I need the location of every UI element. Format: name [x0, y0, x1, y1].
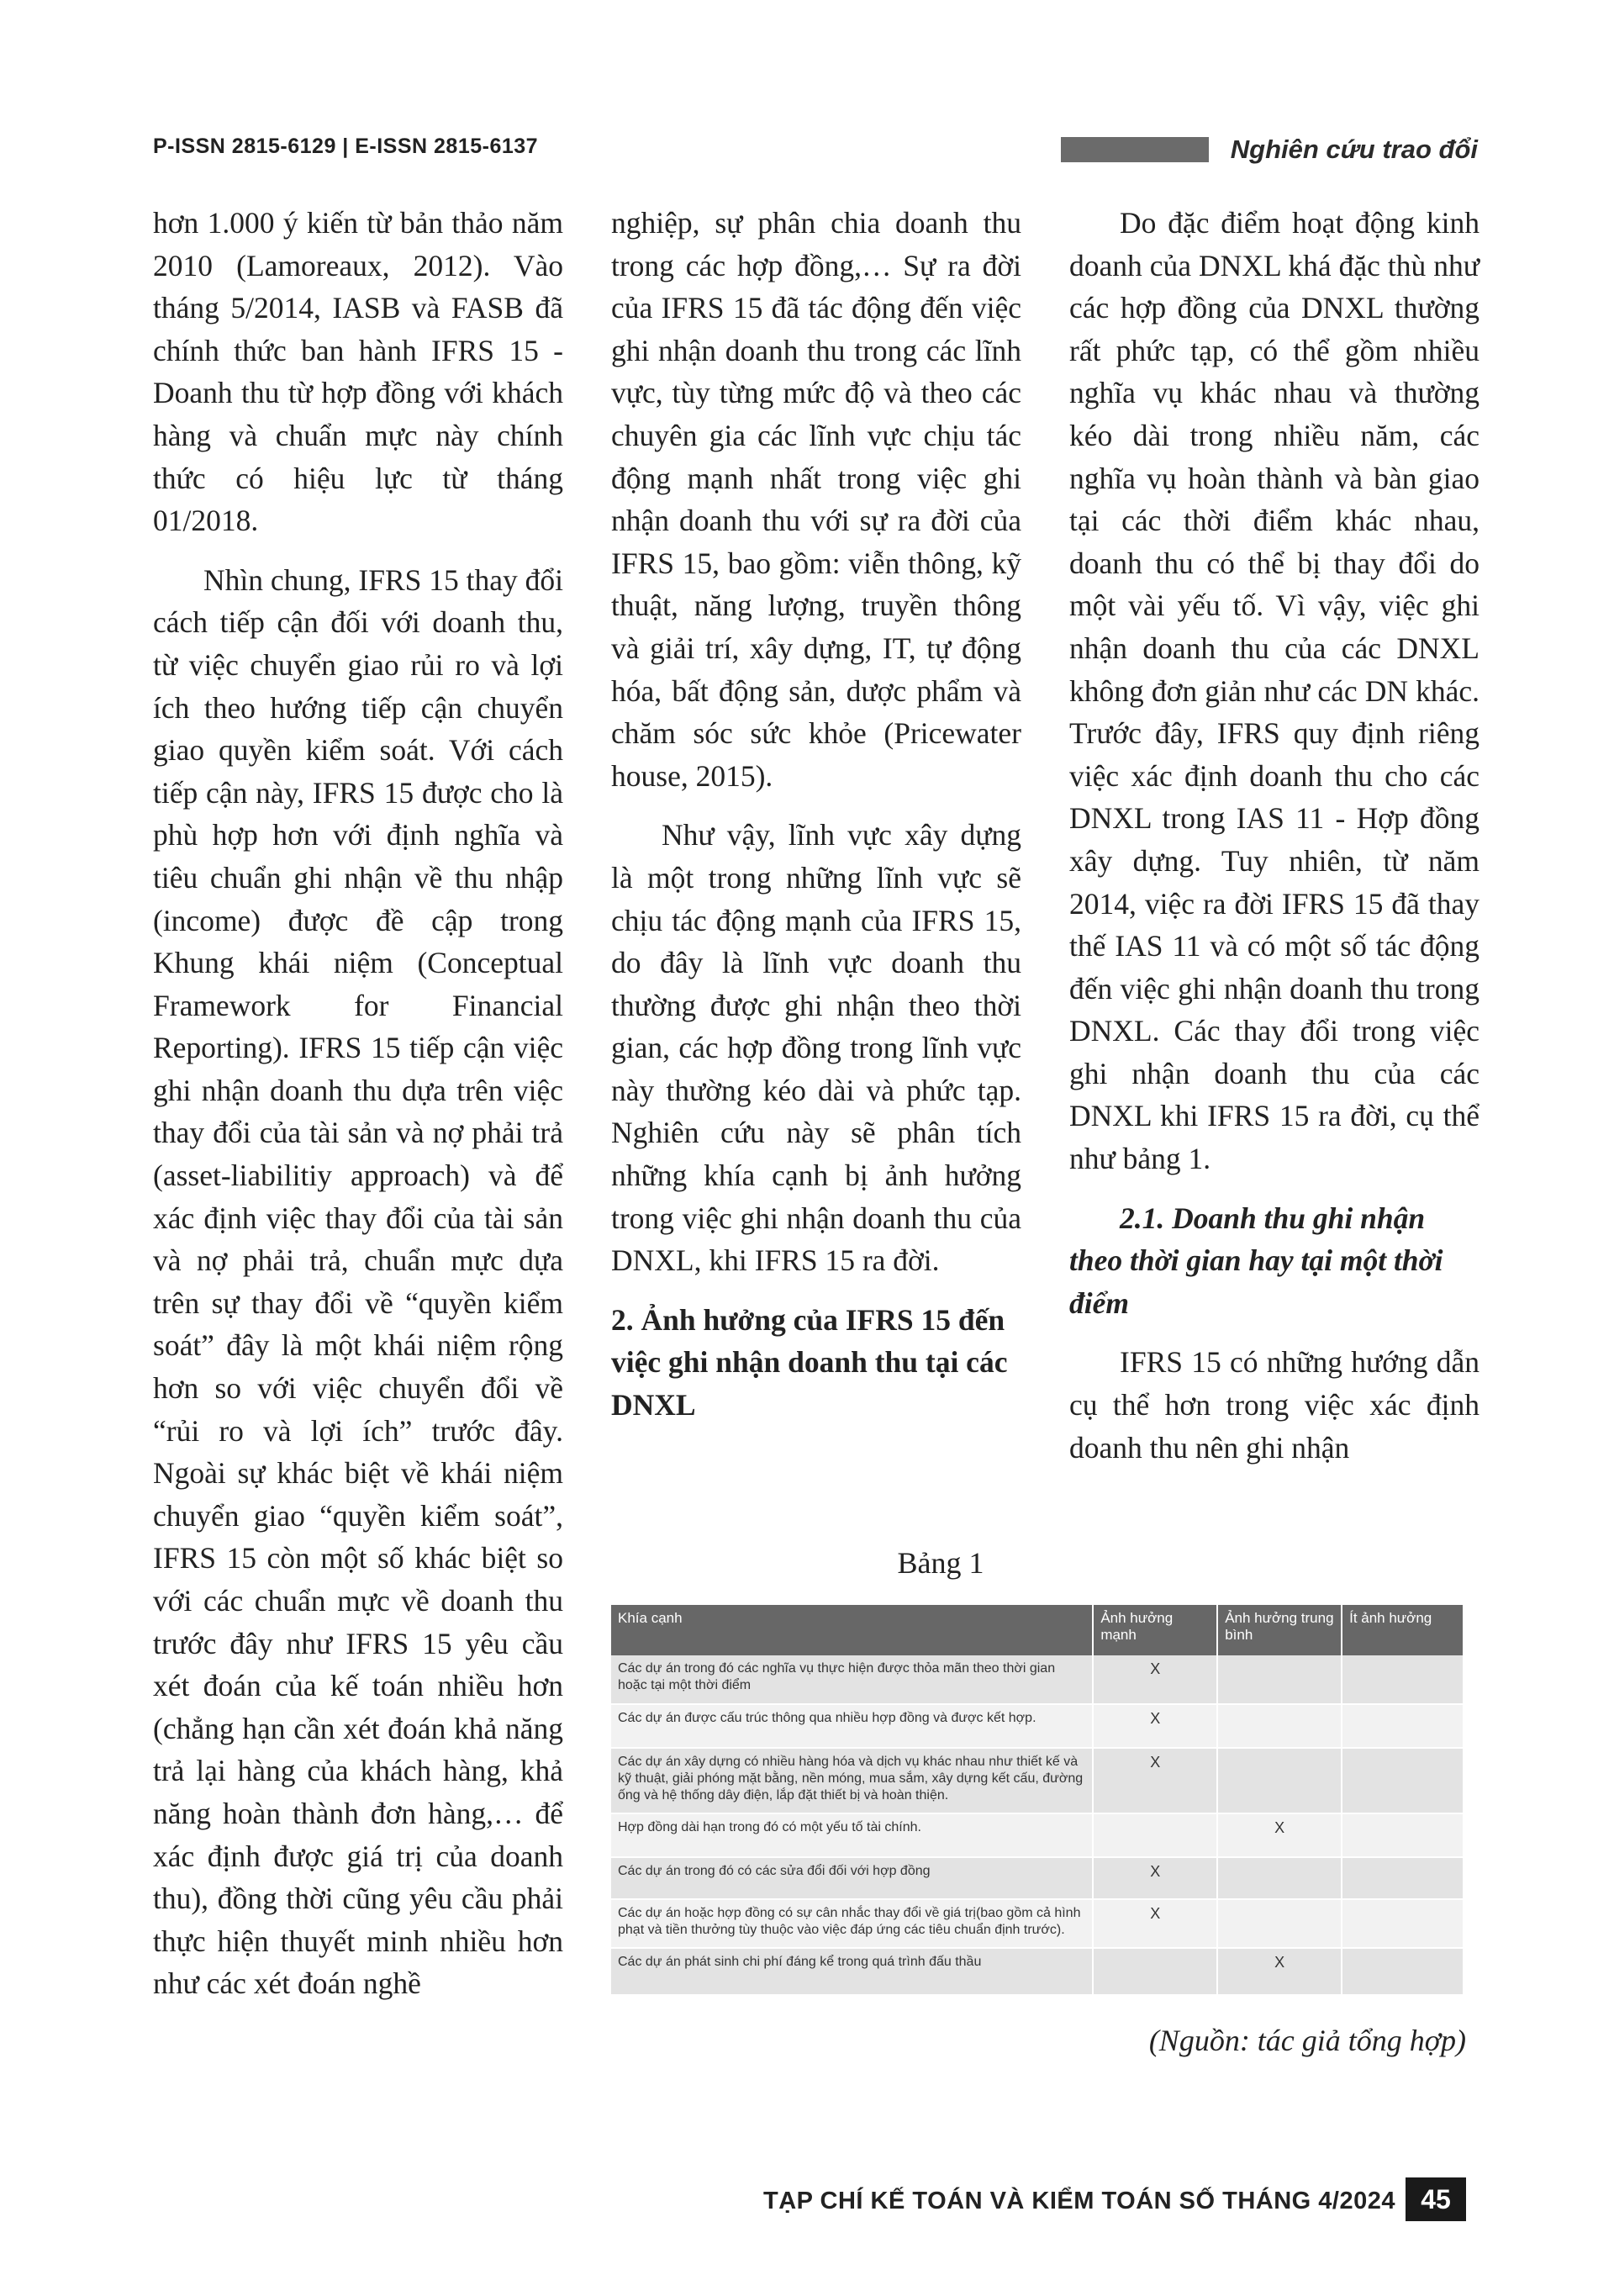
section-bar — [1061, 137, 1209, 162]
impact-table — [611, 1605, 1464, 1996]
table-caption: Bảng 1 — [897, 1546, 984, 1580]
table-cell: Các dự án xây dựng có nhiều hàng hóa và dịch vụ khác nhau như thiết kế và kỹ thuật, giải phóng mặt bằng, nền móng, mua sắm, xây dựng kết cấu, đường ống và hệ thống dây điện, lắp đặt thiết bị và hoàn thiện. — [611, 1748, 1093, 1813]
table-cell: X — [1093, 1748, 1217, 1813]
table-cell: Các dự án hoặc hợp đồng có sự cân nhắc thay đổi về giá trị(bao gồm cả hình phạt và tiền thưởng tùy thuộc vào việc đáp ứng các tiêu chuẩn định trước). — [611, 1899, 1093, 1948]
column-1 — [153, 202, 563, 2022]
table-cell — [1342, 1899, 1464, 1948]
table-cell: Hợp đồng dài hạn trong đó có một yếu tố tài chính. — [611, 1813, 1093, 1857]
table-cell — [1217, 1655, 1342, 1704]
table-cell — [1217, 1704, 1342, 1748]
paragraph: nghiệp, sự phân chia doanh thu trong các hợp đồng,… Sự ra đời của IFRS 15 đã tác động đến việc ghi nhận doanh thu trong các lĩnh vực, tùy từng mức độ và theo các chuyên gia các lĩnh vực chịu tác động mạnh nhất trong việc ghi nhận doanh thu với sự ra đời của IFRS 15, bao gồm: viễn thông, kỹ thuật, năng lượng, truyền thông và giải trí, xây dựng, IT, tự động hóa, bất động sản, dược phẩm và chăm sóc sức khỏe (Pricewater house, 2015). — [611, 206, 1021, 793]
table-header: Ảnh hưởng mạnh — [1093, 1605, 1217, 1655]
table-header: Ít ảnh hưởng — [1342, 1605, 1464, 1655]
page-number: 45 — [1406, 2177, 1466, 2221]
table-cell: X — [1093, 1655, 1217, 1704]
table-cell: X — [1093, 1704, 1217, 1748]
section-title: Nghiên cứu trao đổi — [1230, 135, 1478, 164]
table-cell: X — [1217, 1813, 1342, 1857]
table-cell — [1217, 1857, 1342, 1899]
column-2 — [611, 202, 1021, 1444]
table-header: Khía cạnh — [611, 1605, 1093, 1655]
table-cell — [1217, 1899, 1342, 1948]
table-row — [611, 1857, 1464, 1899]
table-cell: Các dự án phát sinh chi phí đáng kể trong quá trình đấu thầu — [611, 1948, 1093, 1995]
journal-footer: TẠP CHÍ KẾ TOÁN VÀ KIỂM TOÁN SỐ THÁNG 4/2024 — [763, 2188, 1395, 2214]
table-cell: Các dự án trong đó các nghĩa vụ thực hiện được thỏa mãn theo thời gian hoặc tại một thời điểm — [611, 1655, 1093, 1704]
paragraph: IFRS 15 có những hướng dẫn cụ thể hơn trong việc xác định doanh thu nên ghi nhận — [1069, 1345, 1480, 1465]
issn-header: P-ISSN 2815-6129 | E-ISSN 2815-6137 — [153, 135, 539, 158]
table-cell — [1342, 1704, 1464, 1748]
table-cell: X — [1093, 1899, 1217, 1948]
section-heading: 2. Ảnh hưởng của IFRS 15 đến việc ghi nhận doanh thu tại các DNXL — [611, 1302, 1008, 1422]
table-row — [611, 1655, 1464, 1704]
table-row — [611, 1813, 1464, 1857]
paragraph: Nhìn chung, IFRS 15 thay đổi cách tiếp cận đối với doanh thu, từ việc chuyển giao rủi ro và lợi ích theo hướng tiếp cận chuyển giao quyền kiểm soát. Với cách tiếp cận này, IFRS 15 được cho là phù hợp hơn với định nghĩa và tiêu chuẩn ghi nhận về thu nhập (income) được đề cập trong Khung khái niệm (Conceptual Framework for Financial Reporting). IFRS 15 tiếp cận việc ghi nhận doanh thu dựa trên việc thay đổi của tài sản và nợ phải trả (asset-liabilitiy approach) và để xác định việc thay đổi của tài sản và nợ phải trả, chuẩn mực dựa trên sự thay đổi về “quyền kiểm soát” đây là một khái niệm rộng hơn so với việc chuyển đổi về “rủi ro và lợi ích” trước đây. Ngoài sự khác biệt về khái niệm chuyển giao “quyền kiểm soát”, IFRS 15 còn một số khác biệt so với các chuẩn mực về doanh thu trước đây như IFRS 15 yêu cầu xét đoán của kế toán nhiều hơn (chẳng hạn cần xét đoán khả năng trả lại hàng của khách hàng, khả năng hoàn thành đơn hàng,… để xác định được giá trị của doanh thu), đồng thời cũng yêu cầu phải thực hiện thuyết minh nhiều hơn như các xét đoán nghề — [153, 562, 563, 2001]
table-cell — [1342, 1948, 1464, 1995]
table-cell — [1342, 1813, 1464, 1857]
paragraph: Như vậy, lĩnh vực xây dựng là một trong những lĩnh vực sẽ chịu tác động mạnh của IFRS 15, do đây là lĩnh vực doanh thu thường được ghi nhận theo thời gian, các hợp đồng trong lĩnh vực này thường kéo dài và phức tạp. Nghiên cứu này sẽ phân tích những khía cạnh bị ảnh hưởng trong việc ghi nhận doanh thu của DNXL, khi IFRS 15 ra đời. — [611, 818, 1021, 1278]
table-header: Ảnh hưởng trung bình — [1217, 1605, 1342, 1655]
table-cell — [1093, 1813, 1217, 1857]
table-cell: Các dự án được cấu trúc thông qua nhiều hợp đồng và được kết hợp. — [611, 1704, 1093, 1748]
column-3 — [1069, 202, 1480, 1486]
table-source: (Nguồn: tác giả tổng hợp) — [1148, 2024, 1466, 2057]
table-cell: Các dự án trong đó có các sửa đổi đối với hợp đồng — [611, 1857, 1093, 1899]
table-cell: X — [1093, 1857, 1217, 1899]
paragraph: hơn 1.000 ý kiến từ bản thảo năm 2010 (Lamoreaux, 2012). Vào tháng 5/2014, IASB và FASB đã chính thức ban hành IFRS 15 - Doanh thu từ hợp đồng với khách hàng và chuẩn mực này chính thức có hiệu lực từ tháng 01/2018. — [153, 206, 563, 538]
table-row — [611, 1704, 1464, 1748]
subsection-heading: 2.1. Doanh thu ghi nhận theo thời gian hay tại một thời điểm — [1069, 1201, 1443, 1320]
table-cell — [1093, 1948, 1217, 1995]
table-row — [611, 1748, 1464, 1813]
table-cell — [1342, 1655, 1464, 1704]
table-cell — [1342, 1748, 1464, 1813]
table-cell — [1217, 1748, 1342, 1813]
table-header-row — [611, 1605, 1464, 1655]
table-cell — [1342, 1857, 1464, 1899]
table-row — [611, 1899, 1464, 1948]
paragraph: Do đặc điểm hoạt động kinh doanh của DNXL khá đặc thù như các hợp đồng của DNXL thường rất phức tạp, có thể gồm nhiều nghĩa vụ khác nhau và thường kéo dài trong nhiều năm, các nghĩa vụ hoàn thành và bàn giao tại các thời điểm khác nhau, doanh thu có thể bị thay đổi do một vài yếu tố. Vì vậy, việc ghi nhận doanh thu của các DNXL không đơn giản như các DN khác. Trước đây, IFRS quy định riêng việc xác định doanh thu cho các DNXL trong IAS 11 - Hợp đồng xây dựng. Tuy nhiên, từ năm 2014, việc ra đời IFRS 15 đã thay thế IAS 11 và có một số tác động đến việc ghi nhận doanh thu trong DNXL. Các thay đổi trong việc ghi nhận doanh thu của các DNXL khi IFRS 15 ra đời, cụ thể như bảng 1. — [1069, 206, 1480, 1176]
table-cell: X — [1217, 1948, 1342, 1995]
table-row — [611, 1948, 1464, 1995]
